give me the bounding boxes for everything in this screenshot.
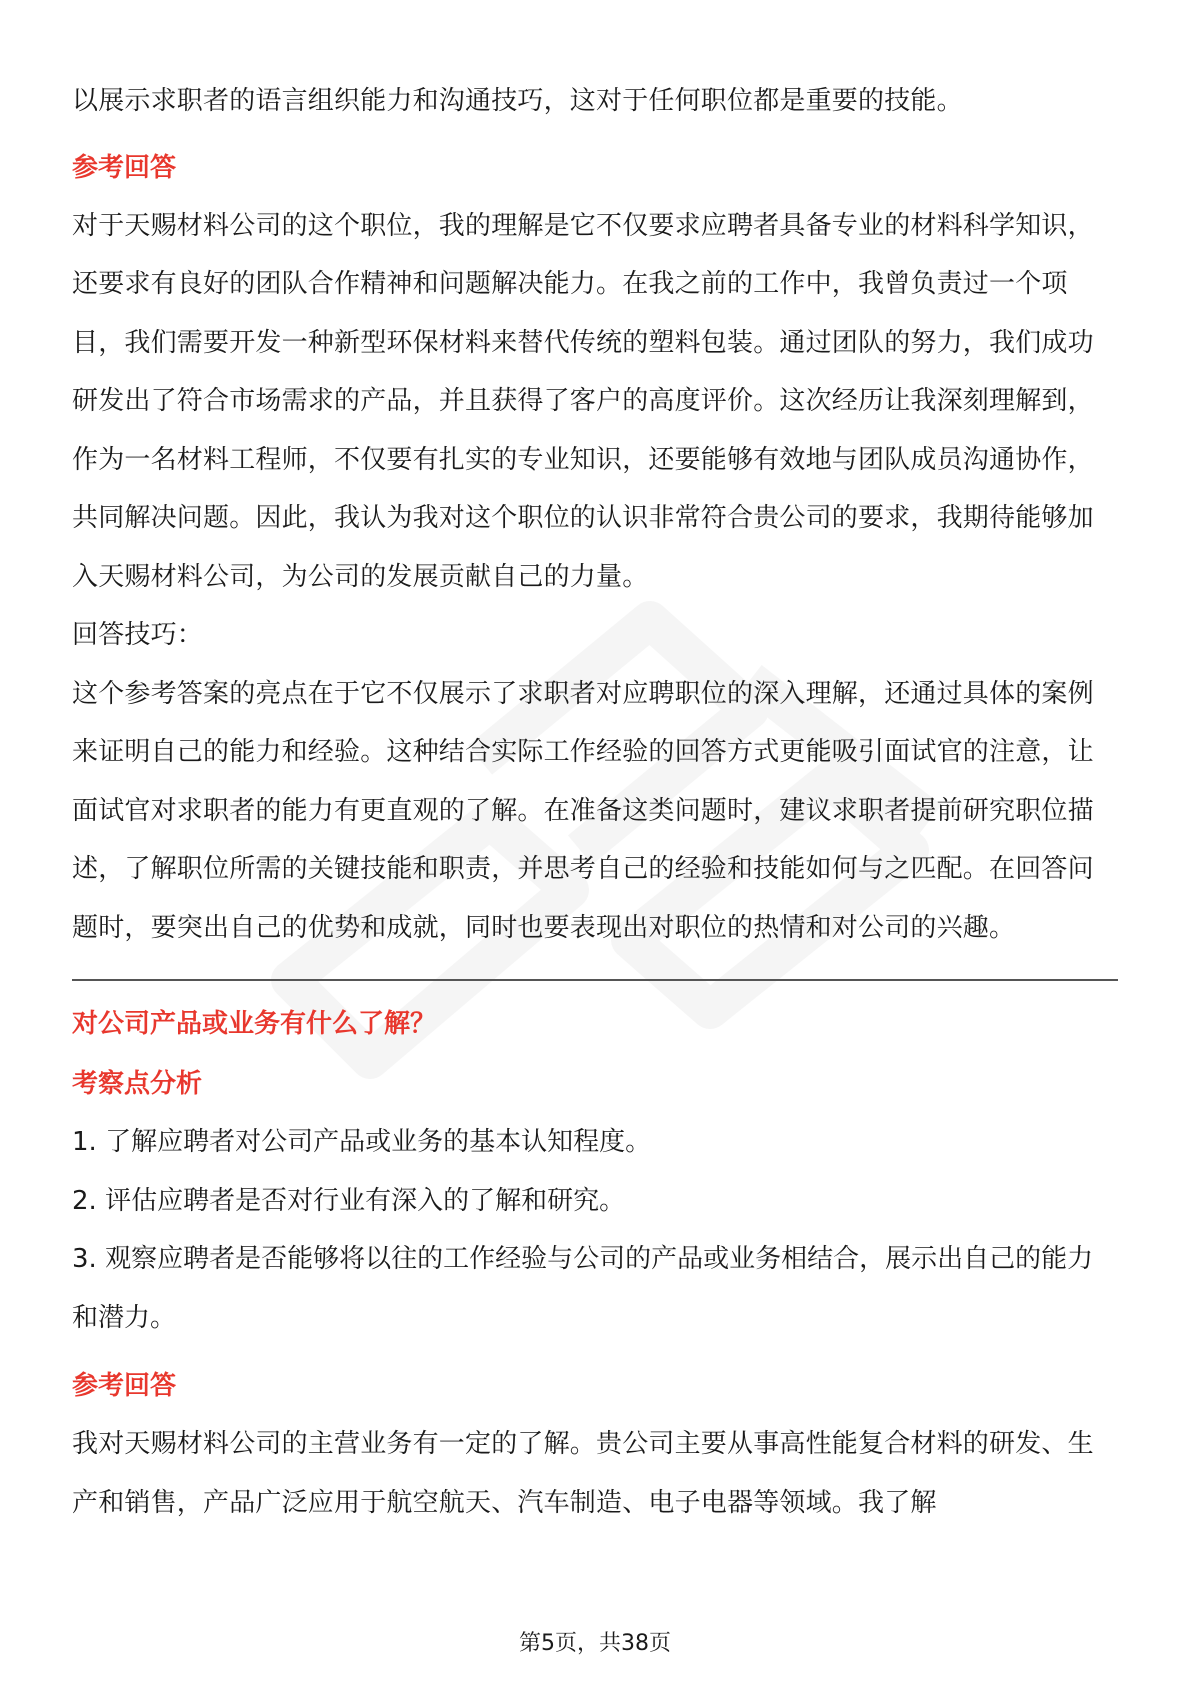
reference-answer-heading: 参考回答: [72, 152, 177, 183]
reference-answer-text: 我对天赐材料公司的主营业务有一定的了解。贵公司主要从事高性能复合材料的研发、生产和销售，产品广泛应用于航空航天、汽车制造、电子电器等领域。我了解: [72, 1429, 1094, 1518]
list-item: 3. 观察应聘者是否能够将以往的工作经验与公司的产品或业务相结合，展示出自己的能力和潜力。: [72, 1244, 1094, 1333]
analysis-heading: 考察点分析: [72, 1069, 203, 1099]
reference-answer-text: 对于天赐材料公司的这个职位，我的理解是它不仅要求应聘者具备专业的材料科学知识，还要求有良好的团队合作精神和问题解决能力。在我之前的工作中，我曾负责过一个项目，我们需要开发一种新型环保材料来替代传统的塑料包装。通过团队的努力，我们成功研发出了符合市场需求的产品，并且获得了客户的高度评价。这次经历让我深刻理解到，作为一名材料工程师，不仅要有扎实的专业知识，还要能够有效地与团队成员沟通协作，共同解决问题。因此，我认为我对这个职位的认识非常符合贵公司的要求，我期待能够加入天赐材料公司，为公司的发展贡献自己的力量。: [72, 210, 1094, 592]
page-content: [72, 72, 1118, 1532]
list-item: 2. 评估应聘者是否对行业有深入的了解和研究。: [72, 1185, 626, 1216]
reference-answer-heading: 参考回答: [72, 1371, 177, 1401]
page-number: 第5页，共38页: [519, 1631, 671, 1656]
answer-tips-label: 回答技巧：: [72, 620, 204, 650]
answer-tips-text: 这个参考答案的亮点在于它不仅展示了求职者对应聘职位的深入理解，还通过具体的案例来证明自己的能力和经验。这种结合实际工作经验的回答方式更能吸引面试官的注意，让面试官对求职者的能力有更直观的了解。在准备这类问题时，建议求职者提前研究职位描述，了解职位所需的关键技能和职责，并思考自己的经验和技能如何与之匹配。在回答问题时，要突出自己的优势和成就，同时也要表现出对职位的热情和对公司的兴趣。: [72, 678, 1094, 943]
intro-paragraph: 以展示求职者的语言组织能力和沟通技巧，这对于任何职位都是重要的技能。: [72, 86, 963, 116]
question-heading: 对公司产品或业务有什么了解？: [72, 1009, 437, 1039]
section-divider: [72, 979, 1118, 981]
list-item: 1. 了解应聘者对公司产品或业务的基本认知程度。: [72, 1127, 652, 1157]
analysis-list: [72, 1113, 1118, 1347]
